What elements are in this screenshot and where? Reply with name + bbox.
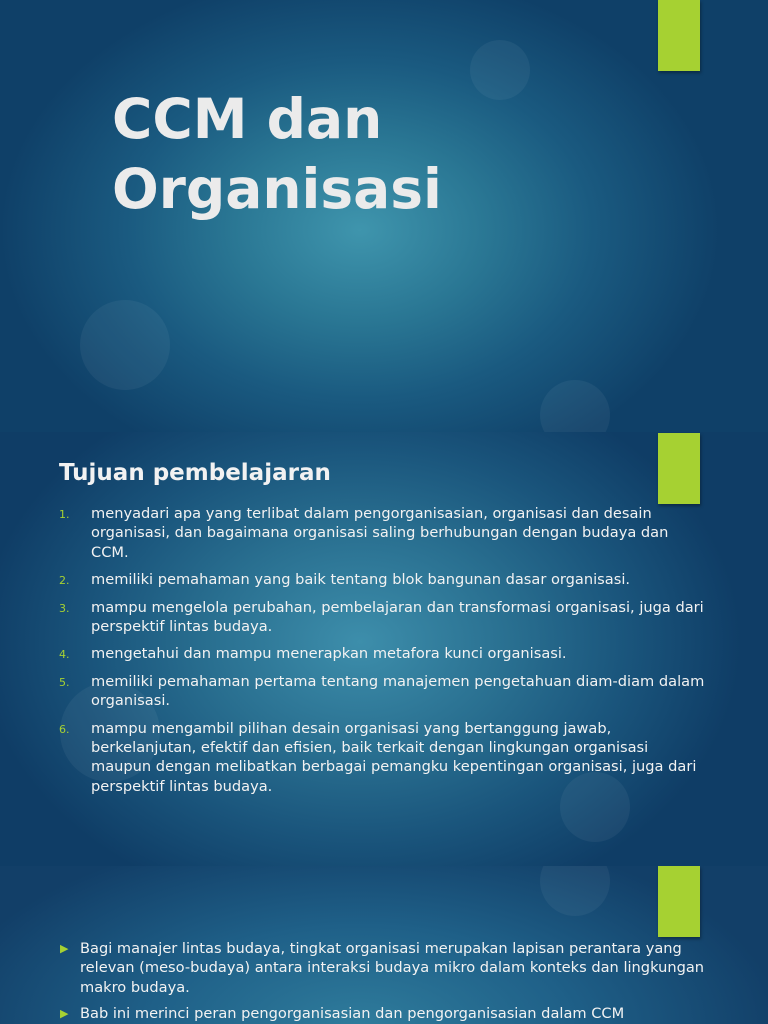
list-number: 3. (59, 601, 70, 615)
title-slide (0, 0, 768, 432)
list-item (59, 939, 709, 997)
list-number: 4. (59, 648, 70, 662)
list-item (59, 570, 709, 589)
accent-bar (658, 433, 700, 504)
objectives-list (59, 504, 709, 804)
list-item-text: mampu mengelola perubahan, pembelajaran dan transformasi organisasi, juga dari perspektif lintas budaya. (91, 598, 704, 636)
bokeh-decoration (540, 866, 610, 916)
list-item-text: Bagi manajer lintas budaya, tingkat organisasi merupakan lapisan perantara yang relevan (meso-budaya) antara interaksi budaya mikro dalam konteks dan lingkungan makro budaya. (80, 940, 705, 996)
list-item (59, 1004, 709, 1023)
list-number: 5. (59, 675, 70, 689)
list-item-text: memiliki pemahaman pertama tentang manajemen pengetahuan diam-diam dalam organisasi. (91, 672, 705, 710)
triangle-right-icon: ▶ (60, 1007, 69, 1021)
section-heading: Tujuan pembelajaran (59, 460, 331, 486)
accent-bar (658, 0, 700, 71)
list-item-text: Bab ini merinci peran pengorganisasian dan pengorganisasian dalam CCM (80, 1005, 625, 1023)
list-item-text: menyadari apa yang terlibat dalam pengorganisasian, organisasi dan desain organisasi, dan bagaimana organisasi saling berhubungan dengan budaya dan CCM. (91, 505, 669, 561)
list-item (59, 719, 709, 797)
triangle-right-icon: ▶ (60, 942, 69, 955)
slide-title: CCM dan Organisasi (112, 87, 442, 221)
intro-slide (0, 866, 768, 1024)
list-item-text: memiliki pemahaman yang baik tentang blok bangunan dasar organisasi. (91, 571, 631, 589)
list-number: 6. (59, 722, 70, 736)
list-number: 2. (59, 574, 70, 588)
list-item (59, 504, 709, 562)
objectives-slide (0, 432, 768, 866)
list-item-text: mampu mengambil pilihan desain organisasi yang bertanggung jawab, berkelanjutan, efektif dan efisien, baik terkait dengan lingkungan organisasi maupun dengan melibatkan berbagai pemangku kepentingan organisasi, juga dari perspektif lintas budaya. (91, 719, 697, 795)
list-number: 1. (59, 508, 70, 521)
list-item (59, 598, 709, 637)
list-item (59, 672, 709, 711)
accent-bar (658, 866, 700, 937)
list-item-text: mengetahui dan mampu menerapkan metafora kunci organisasi. (91, 645, 567, 663)
bokeh-decoration (540, 380, 610, 432)
bokeh-decoration (80, 300, 170, 390)
list-item (59, 644, 709, 663)
intro-bullet-list (59, 939, 709, 1024)
